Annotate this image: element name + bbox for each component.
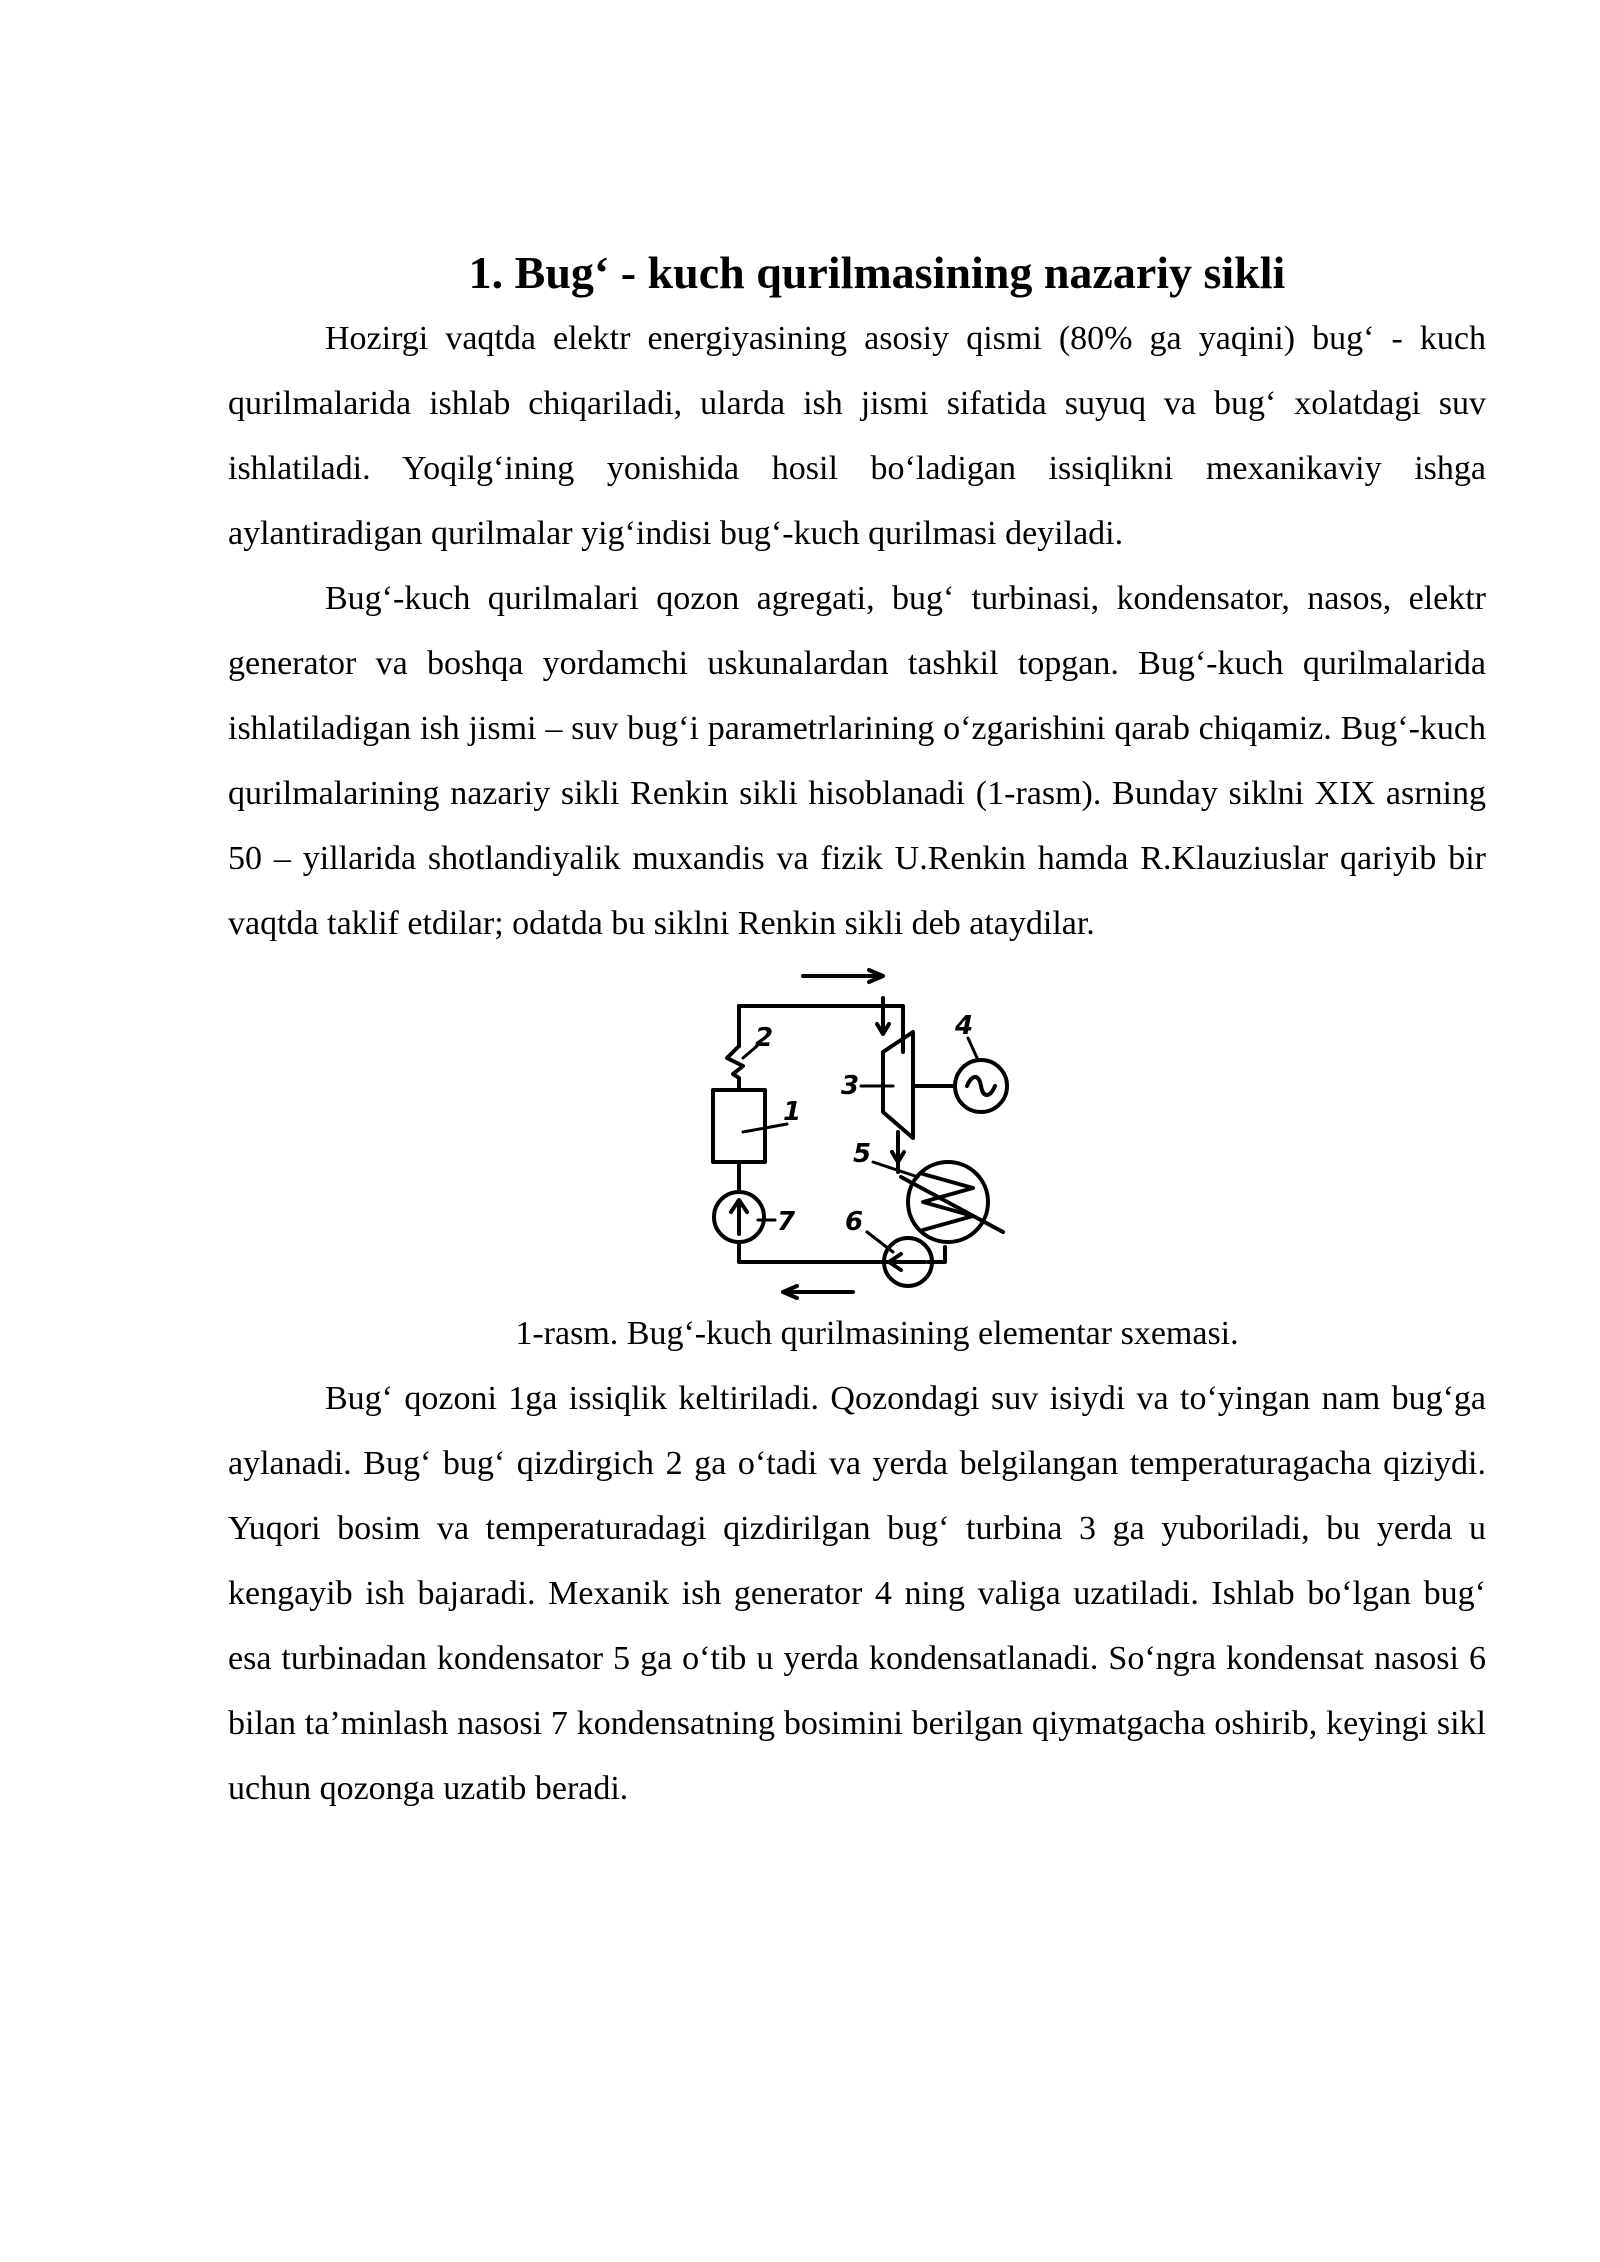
figure-caption: 1-rasm. Bug‘-kuch qurilmasining elementar sxemasi. <box>515 1315 1239 1352</box>
boiler-1 <box>713 1090 765 1162</box>
label-4: 4 <box>955 1011 974 1041</box>
document-title: 1. Bug‘ - kuch qurilmasining nazariy sikli <box>468 247 1286 298</box>
document-page <box>228 240 1486 1821</box>
flow-arrow-bottom <box>783 1286 853 1298</box>
label-3: 3 <box>841 1071 860 1101</box>
label-6: 6 <box>845 1207 864 1237</box>
paragraph-cycle-description: Bug‘ qozoni 1ga issiqlik keltiriladi. Qozondagi suv isiydi va to‘yingan nam bug‘ga aylanadi. Bug‘ bug‘ qizdirgich 2 ga o‘tadi va yerda belgilangan temperaturagacha qiziydi. Yuqori bosim va temperaturadagi qizdirilgan bug‘ turbina 3 ga yuboriladi, bu yerda u kengayib ish bajaradi. Mexanik ish generator 4 ning valiga uzatiladi. Ishlab bo‘lgan bug‘ esa turbinadan kondensator 5 ga o‘tib u yerda kondensatlanadi. So‘ngra kondensat nasosi 6 bilan ta’minlash nasosi 7 kondensatning bosimini berilgan qiymatgacha oshirib, keyingi sikl uchun qozonga uzatib beradi. <box>228 1380 1486 1807</box>
rankine-cycle-diagram <box>683 962 1043 1302</box>
label-7: 7 <box>777 1207 796 1237</box>
generator-sine <box>967 1077 995 1095</box>
label-1: 1 <box>783 1097 802 1127</box>
leader-6 <box>867 1232 893 1252</box>
leader-4 <box>968 1038 978 1060</box>
rankine-cycle-figure <box>228 956 1486 1301</box>
label-5: 5 <box>853 1139 872 1169</box>
paragraph-intro: Hozirgi vaqtda elektr energiyasining asosiy qismi (80% ga yaqini) bug‘ - kuch qurilmalarida ishlab chiqariladi, ularda ish jismi sifatida suyuq va bug‘ xolatdagi suv ishlatiladi. Yoqilg‘ining yonishida hosil bo‘ladigan issiqlikni mexanikaviy ishga aylantiradigan qurilmalar yig‘indisi bug‘-kuch qurilmasi deyiladi. <box>228 320 1486 552</box>
flow-arrow-turbine-out <box>892 1137 904 1162</box>
pipe-left-bottom <box>739 1242 888 1262</box>
flow-arrow-turbine-in <box>877 998 889 1034</box>
superheater-coil <box>727 1046 743 1090</box>
flow-arrow-top <box>803 970 883 982</box>
leader-5 <box>873 1162 918 1177</box>
label-2: 2 <box>755 1023 774 1053</box>
feed-pump-arrow <box>731 1200 747 1234</box>
condensate-pump-arrow <box>889 1254 925 1270</box>
paragraph-components: Bug‘-kuch qurilmalari qozon agregati, bug‘ turbinasi, kondensator, nasos, elektr generator va boshqa yordamchi uskunalardan tashkil topgan. Bug‘-kuch qurilmalarida ishlatiladigan ish jismi – suv bug‘i parametrlarining o‘zgarishini qarab chiqamiz. Bug‘-kuch qurilmalarining nazariy sikli Renkin sikli hisoblanadi (1-rasm). Bunday siklni XIX asrning 50 – yillarida shotlandiyalik muxandis va fizik U.Renkin hamda R.Klauziuslar qariyib bir vaqtda taklif etdilar; odatda bu siklni Renkin sikli deb ataydilar. <box>228 580 1486 942</box>
